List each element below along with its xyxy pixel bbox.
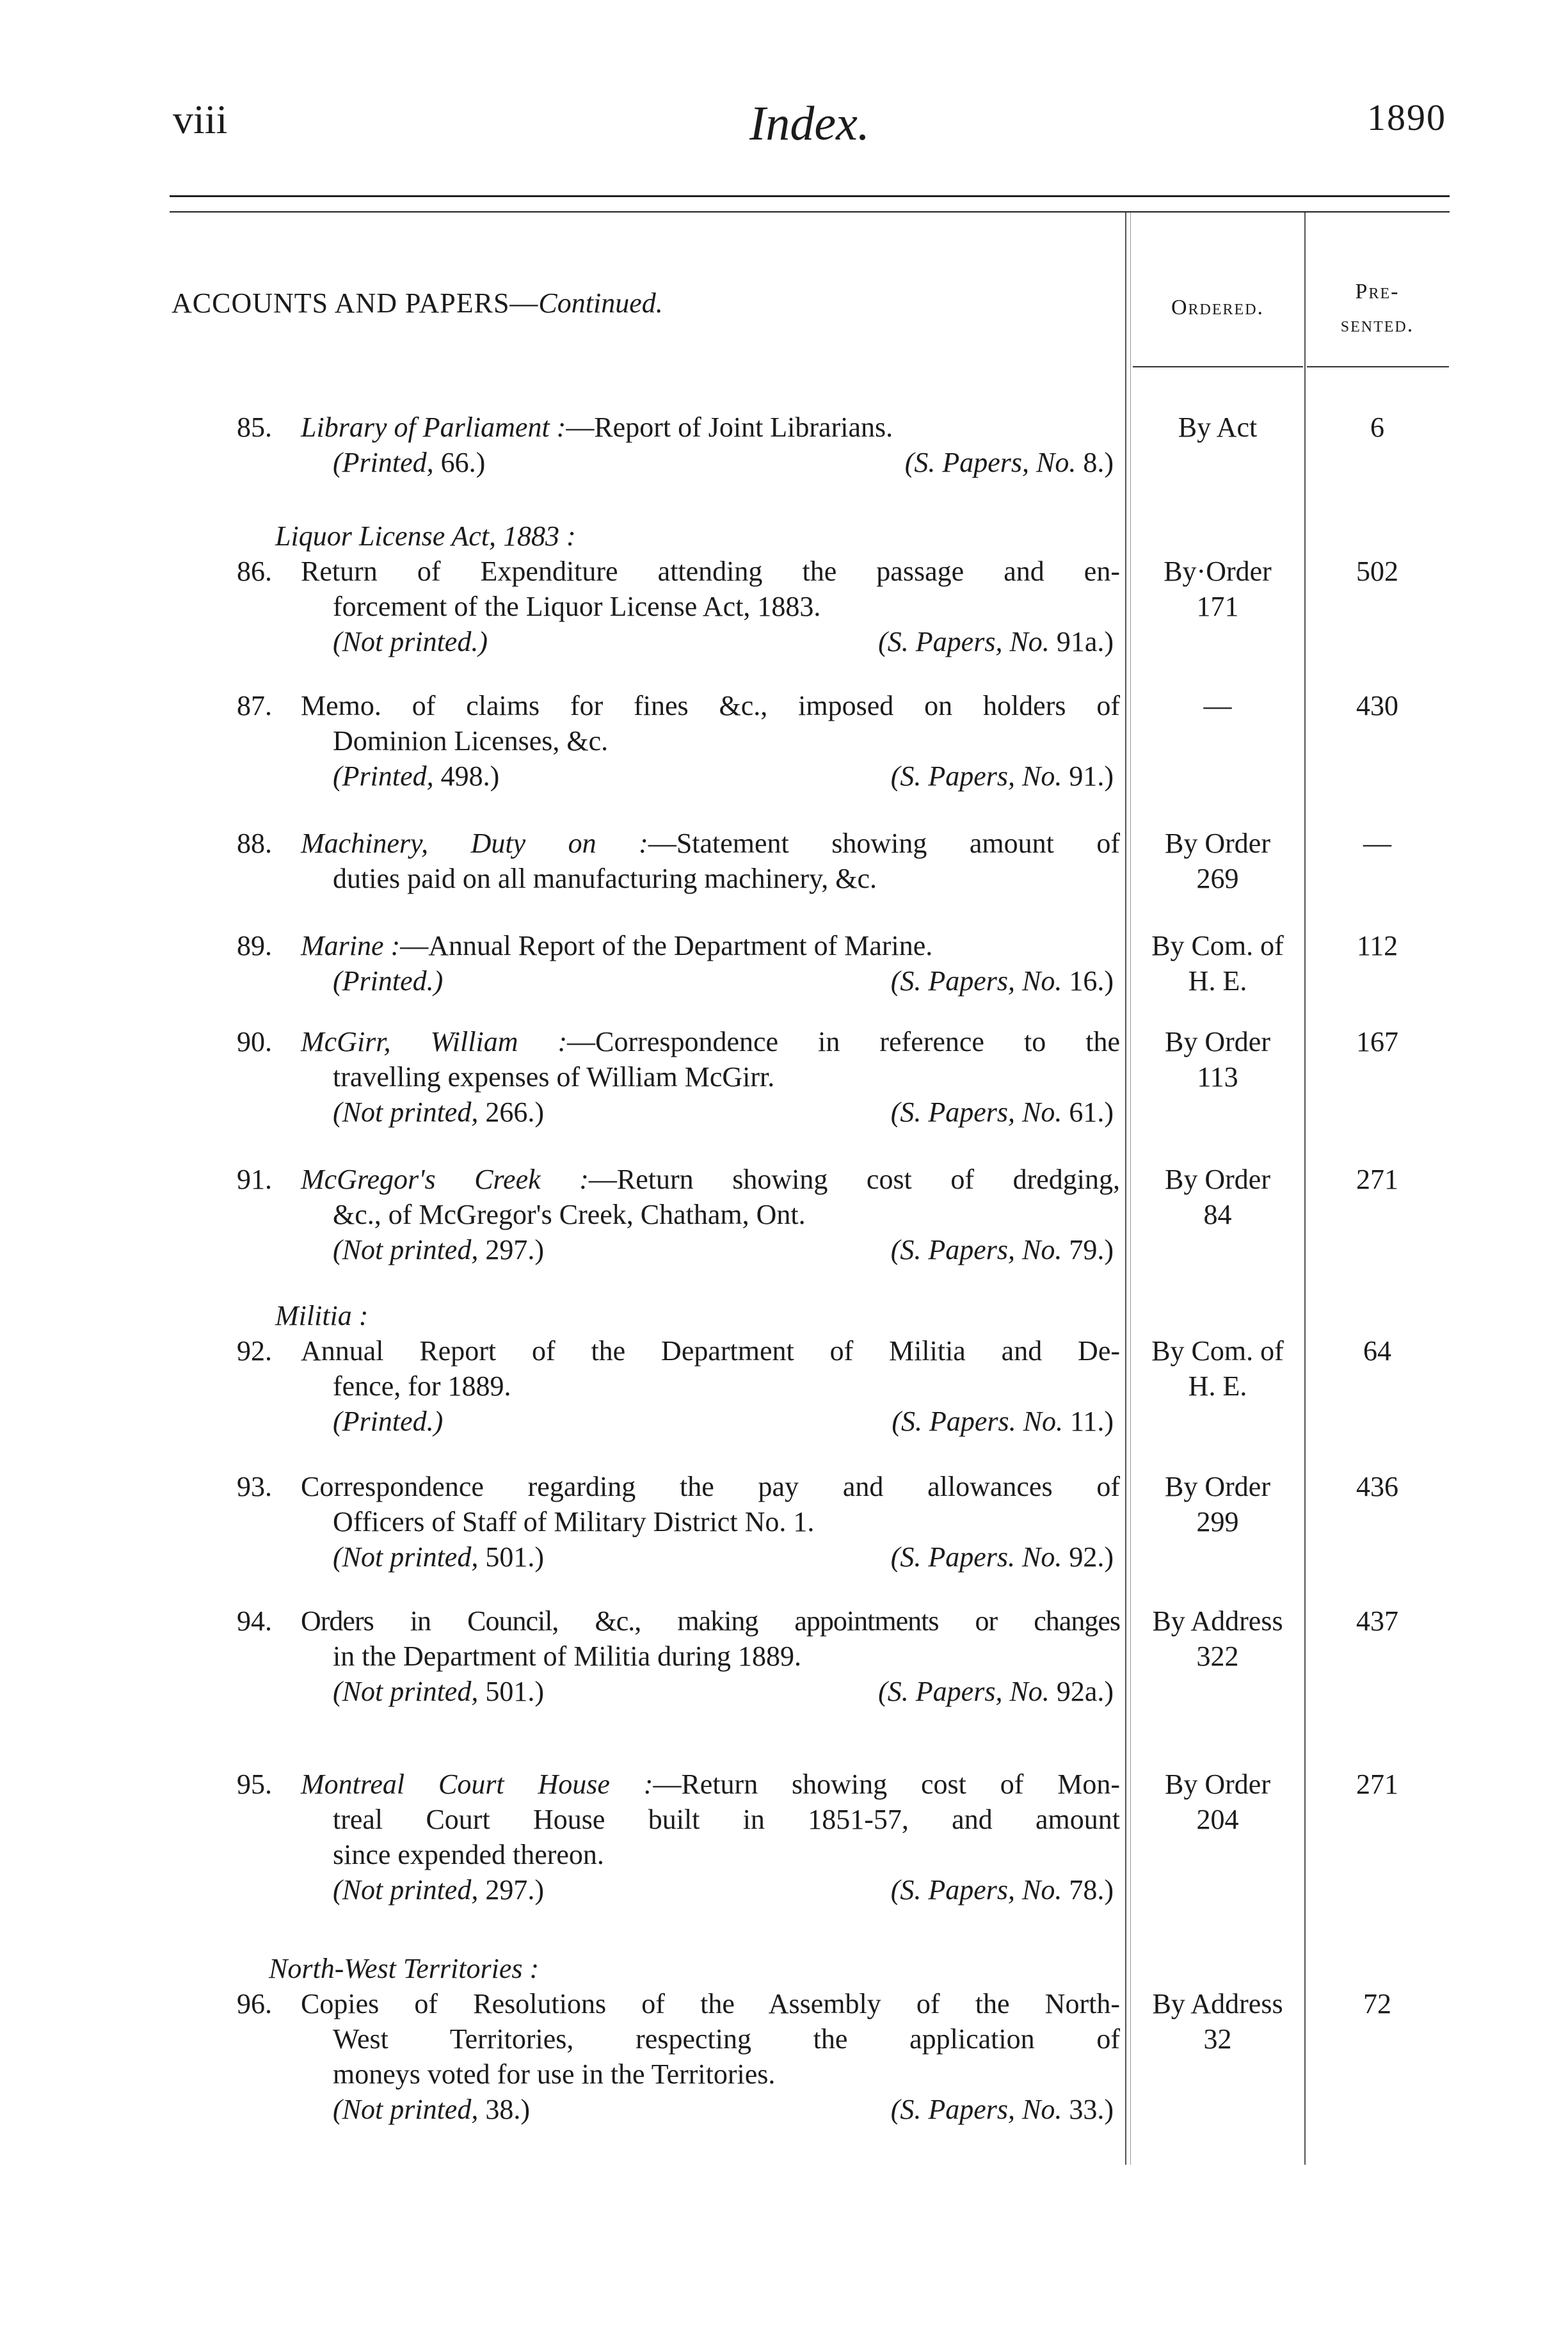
printed-number: 38.)	[485, 2094, 530, 2125]
entry-line: forcement of the Liquor License Act, 1883.	[333, 591, 821, 622]
entry-printed	[333, 1232, 544, 1267]
ordered-94	[1133, 1603, 1302, 1674]
entry-line: Memo. of claims for fines &c., imposed on holders of	[301, 690, 1120, 721]
paper-label: (S. Papers, No.	[890, 1234, 1062, 1265]
ordered-line2: H. E.	[1188, 965, 1247, 997]
presented-96: 72	[1363, 1988, 1391, 2019]
paper-label: (S. Papers, No.	[878, 1676, 1050, 1707]
ordered-line1: By Order	[1165, 828, 1270, 859]
paper-number: 78.)	[1069, 1874, 1114, 1906]
ordered-line2: 299	[1196, 1506, 1239, 1537]
entry-subject: Montreal Court House :	[301, 1769, 653, 1800]
entry-line: —Annual Report of the Department of Marine.	[400, 930, 933, 961]
ordered-88	[1133, 826, 1302, 896]
entry-line: Correspondence regarding the pay and allowances of	[301, 1471, 1120, 1502]
index-entry-94	[218, 1603, 1120, 1709]
index-entry-89	[218, 928, 1120, 999]
section-title	[172, 287, 663, 319]
column-header-presented-rule	[1307, 366, 1449, 367]
printed-number: 297.)	[485, 1874, 544, 1906]
ordered-92	[1133, 1333, 1302, 1404]
paper-number: 92.)	[1069, 1541, 1114, 1573]
entry-subject: McGirr, William :	[301, 1026, 568, 1057]
paper-label: (S. Papers, No.	[890, 1874, 1062, 1906]
index-entry-95	[218, 1767, 1120, 1907]
entry-text	[301, 1767, 1120, 1802]
column-divider-ordered	[1125, 213, 1126, 2165]
entry-sessional-paper	[891, 963, 1114, 999]
ordered-89	[1133, 928, 1302, 999]
entry-heading: Liquor License Act, 1883 :	[275, 520, 576, 552]
entry-line: Dominion Licenses, &c.	[333, 725, 609, 757]
printed-label: (Not printed.)	[333, 626, 488, 657]
presented-90: 167	[1356, 1026, 1398, 1057]
presented-89: 112	[1356, 930, 1398, 961]
entry-number: 91.	[237, 1164, 272, 1195]
printed-number: 297.)	[485, 1234, 544, 1265]
presented-88: —	[1363, 828, 1391, 859]
ordered-line2: 269	[1196, 863, 1239, 894]
entry-sessional-paper	[905, 445, 1114, 480]
entry-printed	[333, 1095, 544, 1130]
entry-printed	[333, 1539, 544, 1575]
section-continued: Continued.	[538, 287, 663, 319]
printed-number: 266.)	[485, 1096, 544, 1128]
column-header-presented-line2: sented.	[1340, 313, 1414, 337]
printed-label: (Not printed,	[333, 1676, 479, 1707]
entry-text	[301, 826, 1120, 861]
index-entry-93	[218, 1469, 1120, 1575]
entry-text	[301, 1162, 1120, 1197]
entry-printed	[333, 1872, 544, 1907]
ordered-91	[1133, 1162, 1302, 1232]
paper-number: 33.)	[1069, 2094, 1114, 2125]
ordered-line1: By Address	[1152, 1988, 1283, 2019]
entry-text	[301, 928, 1120, 963]
presented-93: 436	[1356, 1471, 1398, 1502]
entry-sessional-paper	[891, 1872, 1114, 1907]
entry-number: 85.	[237, 412, 272, 443]
presented-95: 271	[1356, 1769, 1398, 1800]
header-rule-thin	[170, 211, 1450, 213]
header-rule-thick	[170, 195, 1450, 197]
entry-line: &c., of McGregor's Creek, Chatham, Ont.	[333, 1199, 806, 1230]
entry-line: fence, for 1889.	[333, 1370, 511, 1402]
printed-label: (Printed.)	[333, 1406, 444, 1437]
entry-line: treal Court House built in 1851-57, and amount	[333, 1804, 1120, 1835]
index-entry-87	[218, 688, 1120, 794]
paper-number: 92a.)	[1056, 1676, 1114, 1707]
paper-label: (S. Papers. No.	[892, 1406, 1063, 1437]
entry-heading: North-West Territories :	[269, 1953, 540, 1984]
ordered-line1: By·Order	[1164, 556, 1272, 587]
printed-number: 501.)	[485, 1541, 544, 1573]
entry-line: duties paid on all manufacturing machinery, &c.	[333, 863, 877, 894]
entry-sessional-paper	[878, 1674, 1114, 1709]
entry-line: Return of Expenditure attending the passage and en-	[301, 556, 1120, 587]
printed-label: (Not printed,	[333, 1096, 479, 1128]
entry-subject: Machinery, Duty on :	[301, 828, 648, 859]
index-entry-92	[218, 1298, 1120, 1439]
ordered-line1: By Order	[1165, 1164, 1270, 1195]
paper-label: (S. Papers. No.	[890, 1541, 1062, 1573]
printed-label: (Printed.)	[333, 965, 444, 997]
entry-subject: Marine :	[301, 930, 401, 961]
entry-line: —Correspondence in reference to the	[567, 1026, 1120, 1057]
ordered-line1: By Act	[1178, 412, 1258, 443]
presented-94: 437	[1356, 1605, 1398, 1637]
entry-printed	[333, 758, 499, 794]
paper-label: (S. Papers, No.	[890, 2094, 1062, 2125]
paper-number: 16.)	[1069, 965, 1114, 997]
entry-line: travelling expenses of William McGirr.	[333, 1061, 775, 1093]
printed-label: (Not printed,	[333, 2094, 479, 2125]
column-header-ordered: Ordered.	[1171, 296, 1265, 319]
ordered-line1: By Order	[1165, 1471, 1270, 1502]
printed-number: 501.)	[485, 1676, 544, 1707]
ordered-96	[1133, 1986, 1302, 2057]
entry-subject: Library of Parliament :	[301, 412, 566, 443]
entry-line: West Territories, respecting the application of	[333, 2023, 1120, 2055]
entry-line: Orders in Council, &c., making appointments or changes	[301, 1605, 1120, 1637]
printed-label: (Printed,	[333, 447, 434, 478]
printed-number: 66.)	[440, 447, 486, 478]
index-entry-91	[218, 1162, 1120, 1267]
page-year: 1890	[1367, 97, 1446, 138]
ordered-line2: 204	[1196, 1804, 1239, 1835]
entry-number: 94.	[237, 1605, 272, 1637]
paper-label: (S. Papers, No.	[878, 626, 1050, 657]
entry-text	[301, 1024, 1120, 1059]
entry-line: Annual Report of the Department of Militia and De-	[301, 1335, 1120, 1367]
ordered-line1: By Address	[1152, 1605, 1283, 1637]
presented-92: 64	[1363, 1335, 1391, 1367]
printed-number: 498.)	[440, 760, 500, 792]
entry-number: 86.	[237, 556, 272, 587]
paper-label: (S. Papers, No.	[904, 447, 1076, 478]
entry-text	[301, 410, 1120, 445]
ordered-93	[1133, 1469, 1302, 1539]
entry-line: —Return showing cost of dredging,	[588, 1164, 1120, 1195]
index-entry-88	[218, 826, 1120, 896]
ordered-95	[1133, 1767, 1302, 1837]
entry-printed	[333, 2092, 530, 2127]
printed-label: (Not printed,	[333, 1541, 479, 1573]
ordered-line1: By Com. of	[1151, 930, 1284, 961]
entry-printed	[333, 1404, 443, 1439]
page-header	[173, 96, 1446, 166]
entry-line: —Report of Joint Librarians.	[566, 412, 893, 443]
entry-printed	[333, 445, 485, 480]
entry-sessional-paper	[891, 1095, 1114, 1130]
ordered-85	[1133, 410, 1302, 445]
presented-91: 271	[1356, 1164, 1398, 1195]
page-number: viii	[173, 97, 228, 142]
entry-sessional-paper	[892, 1404, 1114, 1439]
entry-number: 92.	[237, 1335, 272, 1367]
entry-number: 90.	[237, 1026, 272, 1057]
entry-sessional-paper	[891, 1539, 1114, 1575]
section-title-text: ACCOUNTS AND PAPERS—	[172, 287, 539, 319]
ordered-87: —	[1203, 690, 1232, 721]
entry-subject: McGregor's Creek :	[301, 1164, 589, 1195]
entry-number: 87.	[237, 690, 272, 721]
paper-label: (S. Papers, No.	[890, 965, 1062, 997]
paper-number: 79.)	[1069, 1234, 1114, 1265]
column-divider-ordered-inner	[1130, 213, 1131, 2165]
ordered-line2: 32	[1203, 2023, 1232, 2055]
ordered-line2: 322	[1196, 1641, 1239, 1672]
column-header-ordered-rule	[1133, 366, 1303, 367]
entry-printed	[333, 963, 443, 999]
page-title: Index.	[749, 97, 870, 150]
entry-printed	[333, 1674, 544, 1709]
index-entry-96	[218, 1951, 1120, 2127]
ordered-line2: 171	[1196, 591, 1239, 622]
printed-label: (Not printed,	[333, 1234, 479, 1265]
paper-number: 91.)	[1069, 760, 1114, 792]
entry-line: Copies of Resolutions of the Assembly of the North-	[301, 1988, 1120, 2019]
entry-line: moneys voted for use in the Territories.	[333, 2058, 776, 2090]
index-entry-90	[218, 1024, 1120, 1130]
column-divider-presented	[1304, 213, 1306, 2165]
entry-line: —Return showing cost of Mon-	[653, 1769, 1120, 1800]
ordered-90	[1133, 1024, 1302, 1095]
entry-sessional-paper	[891, 758, 1114, 794]
entry-sessional-paper	[891, 1232, 1114, 1267]
column-header-presented-line1: Pre-	[1355, 280, 1400, 303]
column-header-presented	[1307, 275, 1448, 342]
entry-line: Officers of Staff of Military District No. 1.	[333, 1506, 815, 1537]
printed-label: (Printed,	[333, 760, 434, 792]
presented-85: 6	[1370, 412, 1384, 443]
ordered-line1: By Order	[1165, 1769, 1270, 1800]
ordered-line1: By Com. of	[1151, 1335, 1284, 1367]
entry-heading: Militia :	[275, 1300, 369, 1331]
paper-label: (S. Papers, No.	[890, 760, 1062, 792]
index-entry-86	[218, 518, 1120, 659]
entry-line: since expended thereon.	[333, 1839, 604, 1870]
entry-number: 93.	[237, 1471, 272, 1502]
paper-number: 11.)	[1069, 1406, 1114, 1437]
ordered-line2: 84	[1203, 1199, 1232, 1230]
entry-printed	[333, 624, 488, 659]
presented-87: 430	[1356, 690, 1398, 721]
presented-86: 502	[1356, 556, 1398, 587]
ordered-86	[1133, 554, 1302, 624]
printed-label: (Not printed,	[333, 1874, 479, 1906]
entry-number: 95.	[237, 1769, 272, 1800]
entry-sessional-paper	[878, 624, 1114, 659]
paper-number: 61.)	[1069, 1096, 1114, 1128]
entry-sessional-paper	[891, 2092, 1114, 2127]
ordered-line2: 113	[1197, 1061, 1238, 1093]
paper-label: (S. Papers, No.	[890, 1096, 1062, 1128]
entry-number: 96.	[237, 1988, 272, 2019]
entry-line: —Statement showing amount of	[648, 828, 1120, 859]
entry-line: in the Department of Militia during 1889.	[333, 1641, 801, 1672]
entry-number: 88.	[237, 828, 272, 859]
paper-number: 8.)	[1083, 447, 1114, 478]
ordered-line2: H. E.	[1188, 1370, 1247, 1402]
ordered-line1: By Order	[1165, 1026, 1270, 1057]
index-entry-85	[218, 410, 1120, 480]
entry-number: 89.	[237, 930, 272, 961]
paper-number: 91a.)	[1056, 626, 1114, 657]
